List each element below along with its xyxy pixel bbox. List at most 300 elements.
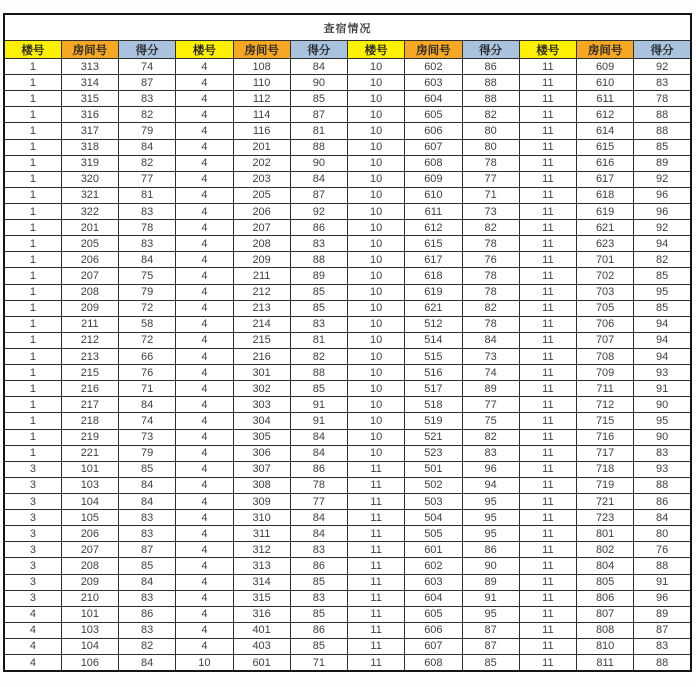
cell-score: 78 — [119, 220, 176, 236]
cell-building: 11 — [519, 574, 576, 590]
cell-score: 81 — [119, 187, 176, 203]
table-row — [4, 574, 691, 590]
cell-room: 320 — [61, 171, 118, 187]
cell-building: 11 — [519, 348, 576, 364]
cell-room: 702 — [577, 268, 634, 284]
cell-score: 82 — [462, 429, 519, 445]
cell-building: 4 — [176, 91, 233, 107]
cell-room: 207 — [233, 220, 290, 236]
cell-score: 84 — [290, 59, 347, 75]
cell-building: 1 — [4, 445, 61, 461]
cell-building: 11 — [519, 429, 576, 445]
cell-room: 709 — [577, 365, 634, 381]
cell-score: 90 — [634, 397, 691, 413]
column-header-room: 房间号 — [233, 41, 290, 59]
column-header-building: 楼号 — [4, 41, 61, 59]
cell-building: 4 — [4, 655, 61, 671]
cell-room: 603 — [405, 574, 462, 590]
cell-building: 10 — [348, 413, 405, 429]
cell-score: 94 — [462, 477, 519, 493]
cell-room: 621 — [577, 220, 634, 236]
cell-building: 11 — [519, 252, 576, 268]
cell-score: 86 — [290, 558, 347, 574]
cell-room: 116 — [233, 123, 290, 139]
cell-room: 101 — [61, 461, 118, 477]
cell-score: 83 — [119, 622, 176, 638]
cell-building: 1 — [4, 203, 61, 219]
cell-room: 104 — [61, 638, 118, 654]
cell-room: 810 — [577, 638, 634, 654]
cell-score: 94 — [634, 332, 691, 348]
cell-building: 10 — [348, 155, 405, 171]
column-header-building: 楼号 — [176, 41, 233, 59]
cell-score: 88 — [462, 75, 519, 91]
cell-building: 3 — [4, 477, 61, 493]
cell-room: 318 — [61, 139, 118, 155]
cell-score: 95 — [462, 606, 519, 622]
cell-score: 83 — [119, 91, 176, 107]
cell-room: 101 — [61, 606, 118, 622]
cell-building: 10 — [348, 252, 405, 268]
cell-score: 75 — [462, 413, 519, 429]
cell-building: 10 — [348, 284, 405, 300]
column-header-room: 房间号 — [61, 41, 118, 59]
cell-score: 94 — [634, 236, 691, 252]
cell-room: 517 — [405, 381, 462, 397]
cell-room: 216 — [233, 348, 290, 364]
cell-score: 89 — [462, 381, 519, 397]
cell-score: 85 — [634, 300, 691, 316]
cell-room: 210 — [61, 590, 118, 606]
cell-score: 87 — [290, 107, 347, 123]
table-header-row — [4, 41, 691, 59]
cell-score: 84 — [290, 445, 347, 461]
cell-score: 92 — [634, 171, 691, 187]
column-header-score: 得分 — [290, 41, 347, 59]
cell-score: 82 — [119, 638, 176, 654]
cell-room: 602 — [405, 59, 462, 75]
cell-score: 86 — [462, 59, 519, 75]
column-header-score: 得分 — [634, 41, 691, 59]
cell-score: 82 — [634, 252, 691, 268]
cell-building: 10 — [348, 445, 405, 461]
table-row — [4, 139, 691, 155]
cell-score: 85 — [462, 655, 519, 671]
cell-building: 11 — [519, 284, 576, 300]
cell-room: 717 — [577, 445, 634, 461]
cell-building: 11 — [519, 542, 576, 558]
cell-room: 103 — [61, 622, 118, 638]
cell-building: 11 — [519, 510, 576, 526]
cell-building: 10 — [348, 429, 405, 445]
cell-building: 4 — [176, 171, 233, 187]
cell-building: 11 — [519, 606, 576, 622]
cell-room: 505 — [405, 526, 462, 542]
column-header-score: 得分 — [462, 41, 519, 59]
cell-room: 618 — [405, 268, 462, 284]
cell-score: 83 — [290, 590, 347, 606]
cell-room: 609 — [405, 171, 462, 187]
column-header-room: 房间号 — [405, 41, 462, 59]
cell-building: 10 — [348, 139, 405, 155]
table-row — [4, 203, 691, 219]
cell-room: 611 — [405, 203, 462, 219]
cell-room: 205 — [61, 236, 118, 252]
table-row — [4, 123, 691, 139]
cell-room: 108 — [233, 59, 290, 75]
cell-building: 10 — [348, 381, 405, 397]
cell-building: 4 — [176, 75, 233, 91]
table-row — [4, 91, 691, 107]
cell-building: 10 — [348, 332, 405, 348]
cell-score: 82 — [462, 107, 519, 123]
cell-score: 71 — [462, 187, 519, 203]
cell-building: 11 — [348, 493, 405, 509]
cell-score: 85 — [119, 558, 176, 574]
cell-building: 3 — [4, 510, 61, 526]
cell-room: 807 — [577, 606, 634, 622]
cell-building: 11 — [348, 590, 405, 606]
cell-score: 74 — [119, 413, 176, 429]
cell-building: 1 — [4, 155, 61, 171]
cell-building: 4 — [176, 429, 233, 445]
cell-building: 4 — [176, 381, 233, 397]
cell-score: 83 — [119, 590, 176, 606]
cell-score: 85 — [290, 574, 347, 590]
cell-room: 221 — [61, 445, 118, 461]
table-row — [4, 332, 691, 348]
cell-room: 603 — [405, 75, 462, 91]
cell-score: 77 — [462, 171, 519, 187]
cell-building: 4 — [176, 526, 233, 542]
cell-score: 91 — [290, 413, 347, 429]
cell-room: 804 — [577, 558, 634, 574]
cell-room: 716 — [577, 429, 634, 445]
cell-building: 4 — [176, 638, 233, 654]
cell-room: 214 — [233, 316, 290, 332]
cell-building: 11 — [519, 558, 576, 574]
cell-score: 73 — [462, 203, 519, 219]
cell-building: 4 — [176, 542, 233, 558]
cell-building: 11 — [519, 655, 576, 671]
cell-building: 11 — [519, 91, 576, 107]
cell-score: 91 — [634, 574, 691, 590]
cell-room: 212 — [233, 284, 290, 300]
cell-score: 88 — [290, 139, 347, 155]
cell-building: 1 — [4, 300, 61, 316]
cell-score: 88 — [290, 252, 347, 268]
cell-score: 93 — [634, 461, 691, 477]
cell-room: 610 — [405, 187, 462, 203]
table-row — [4, 542, 691, 558]
cell-score: 83 — [119, 236, 176, 252]
cell-building: 10 — [348, 171, 405, 187]
cell-room: 315 — [61, 91, 118, 107]
cell-score: 88 — [634, 123, 691, 139]
cell-room: 106 — [61, 655, 118, 671]
cell-building: 4 — [176, 187, 233, 203]
cell-building: 11 — [348, 558, 405, 574]
cell-room: 212 — [61, 332, 118, 348]
cell-score: 92 — [634, 59, 691, 75]
cell-building: 1 — [4, 381, 61, 397]
cell-room: 605 — [405, 107, 462, 123]
cell-score: 88 — [634, 477, 691, 493]
cell-building: 10 — [348, 300, 405, 316]
cell-building: 11 — [348, 606, 405, 622]
cell-building: 3 — [4, 590, 61, 606]
cell-score: 72 — [119, 300, 176, 316]
cell-building: 11 — [348, 638, 405, 654]
cell-room: 721 — [577, 493, 634, 509]
cell-building: 11 — [348, 542, 405, 558]
cell-room: 213 — [61, 348, 118, 364]
cell-building: 4 — [176, 155, 233, 171]
cell-room: 619 — [405, 284, 462, 300]
cell-score: 95 — [462, 493, 519, 509]
cell-room: 201 — [61, 220, 118, 236]
cell-score: 86 — [290, 622, 347, 638]
cell-score: 83 — [462, 445, 519, 461]
cell-score: 78 — [462, 155, 519, 171]
cell-room: 701 — [577, 252, 634, 268]
cell-score: 82 — [119, 155, 176, 171]
cell-room: 317 — [61, 123, 118, 139]
cell-building: 10 — [348, 187, 405, 203]
cell-score: 83 — [119, 526, 176, 542]
cell-room: 321 — [61, 187, 118, 203]
cell-room: 303 — [233, 397, 290, 413]
cell-score: 95 — [634, 413, 691, 429]
cell-building: 11 — [519, 187, 576, 203]
dorm-score-table — [3, 13, 692, 672]
cell-building: 1 — [4, 123, 61, 139]
cell-room: 310 — [233, 510, 290, 526]
cell-score: 80 — [462, 139, 519, 155]
cell-score: 85 — [290, 300, 347, 316]
cell-room: 103 — [61, 477, 118, 493]
cell-score: 91 — [290, 397, 347, 413]
cell-room: 215 — [61, 365, 118, 381]
table-row — [4, 510, 691, 526]
cell-score: 81 — [290, 123, 347, 139]
cell-building: 10 — [348, 203, 405, 219]
cell-score: 83 — [119, 510, 176, 526]
cell-building: 4 — [176, 252, 233, 268]
cell-score: 89 — [290, 268, 347, 284]
cell-room: 306 — [233, 445, 290, 461]
cell-room: 403 — [233, 638, 290, 654]
cell-building: 4 — [4, 606, 61, 622]
cell-score: 84 — [119, 477, 176, 493]
cell-score: 93 — [634, 365, 691, 381]
cell-room: 206 — [233, 203, 290, 219]
cell-building: 1 — [4, 171, 61, 187]
cell-score: 86 — [290, 220, 347, 236]
cell-building: 1 — [4, 220, 61, 236]
cell-building: 11 — [519, 59, 576, 75]
cell-room: 208 — [61, 558, 118, 574]
cell-score: 85 — [290, 91, 347, 107]
cell-building: 10 — [348, 236, 405, 252]
cell-score: 74 — [462, 365, 519, 381]
cell-room: 616 — [577, 155, 634, 171]
cell-room: 703 — [577, 284, 634, 300]
cell-score: 90 — [290, 155, 347, 171]
cell-score: 96 — [634, 203, 691, 219]
cell-room: 619 — [577, 203, 634, 219]
cell-building: 4 — [176, 123, 233, 139]
cell-score: 88 — [462, 91, 519, 107]
cell-room: 715 — [577, 413, 634, 429]
cell-score: 78 — [462, 268, 519, 284]
cell-score: 95 — [462, 510, 519, 526]
cell-room: 114 — [233, 107, 290, 123]
cell-score: 88 — [290, 365, 347, 381]
cell-building: 4 — [176, 284, 233, 300]
cell-room: 607 — [405, 638, 462, 654]
cell-score: 82 — [462, 300, 519, 316]
cell-score: 89 — [462, 574, 519, 590]
cell-score: 84 — [119, 493, 176, 509]
cell-building: 11 — [348, 622, 405, 638]
cell-room: 206 — [61, 526, 118, 542]
cell-building: 11 — [519, 236, 576, 252]
cell-room: 211 — [61, 316, 118, 332]
cell-building: 11 — [519, 220, 576, 236]
cell-score: 85 — [290, 606, 347, 622]
cell-building: 11 — [519, 413, 576, 429]
cell-room: 308 — [233, 477, 290, 493]
table-row — [4, 606, 691, 622]
cell-room: 805 — [577, 574, 634, 590]
cell-room: 523 — [405, 445, 462, 461]
cell-building: 4 — [176, 493, 233, 509]
cell-score: 85 — [290, 638, 347, 654]
cell-score: 78 — [462, 316, 519, 332]
table-row — [4, 348, 691, 364]
cell-building: 10 — [348, 397, 405, 413]
cell-score: 84 — [119, 655, 176, 671]
cell-building: 3 — [4, 526, 61, 542]
cell-room: 501 — [405, 461, 462, 477]
cell-room: 211 — [233, 268, 290, 284]
cell-building: 4 — [4, 638, 61, 654]
cell-score: 85 — [634, 139, 691, 155]
cell-score: 84 — [290, 171, 347, 187]
table-row — [4, 558, 691, 574]
column-header-building: 楼号 — [348, 41, 405, 59]
cell-room: 209 — [61, 574, 118, 590]
cell-room: 304 — [233, 413, 290, 429]
cell-building: 4 — [176, 59, 233, 75]
cell-building: 1 — [4, 268, 61, 284]
cell-room: 719 — [577, 477, 634, 493]
cell-building: 11 — [519, 332, 576, 348]
cell-building: 4 — [176, 413, 233, 429]
cell-room: 205 — [233, 187, 290, 203]
cell-building: 11 — [348, 461, 405, 477]
cell-building: 4 — [176, 236, 233, 252]
cell-room: 313 — [61, 59, 118, 75]
cell-building: 11 — [519, 461, 576, 477]
cell-building: 11 — [519, 445, 576, 461]
cell-room: 608 — [405, 155, 462, 171]
cell-building: 3 — [4, 574, 61, 590]
table-row — [4, 461, 691, 477]
cell-building: 11 — [519, 139, 576, 155]
cell-score: 82 — [462, 220, 519, 236]
cell-score: 81 — [290, 332, 347, 348]
cell-building: 4 — [4, 622, 61, 638]
table-row — [4, 316, 691, 332]
cell-room: 202 — [233, 155, 290, 171]
cell-building: 1 — [4, 91, 61, 107]
cell-building: 1 — [4, 365, 61, 381]
cell-room: 216 — [61, 381, 118, 397]
cell-score: 92 — [634, 220, 691, 236]
cell-room: 706 — [577, 316, 634, 332]
cell-score: 78 — [290, 477, 347, 493]
cell-score: 71 — [119, 381, 176, 397]
cell-building: 1 — [4, 284, 61, 300]
cell-room: 808 — [577, 622, 634, 638]
cell-room: 708 — [577, 348, 634, 364]
cell-score: 79 — [119, 445, 176, 461]
cell-room: 607 — [405, 139, 462, 155]
cell-room: 707 — [577, 332, 634, 348]
cell-room: 518 — [405, 397, 462, 413]
cell-score: 84 — [634, 510, 691, 526]
cell-room: 604 — [405, 91, 462, 107]
cell-score: 83 — [290, 316, 347, 332]
cell-building: 1 — [4, 139, 61, 155]
cell-score: 78 — [634, 91, 691, 107]
cell-room: 705 — [577, 300, 634, 316]
cell-room: 612 — [577, 107, 634, 123]
cell-room: 311 — [233, 526, 290, 542]
cell-score: 74 — [119, 59, 176, 75]
cell-building: 1 — [4, 59, 61, 75]
cell-room: 504 — [405, 510, 462, 526]
cell-building: 4 — [176, 477, 233, 493]
cell-score: 85 — [634, 268, 691, 284]
cell-room: 614 — [577, 123, 634, 139]
cell-building: 11 — [519, 477, 576, 493]
cell-score: 92 — [290, 203, 347, 219]
cell-building: 1 — [4, 107, 61, 123]
cell-building: 4 — [176, 203, 233, 219]
cell-building: 1 — [4, 187, 61, 203]
cell-room: 213 — [233, 300, 290, 316]
cell-score: 96 — [462, 461, 519, 477]
cell-room: 206 — [61, 252, 118, 268]
cell-score: 79 — [119, 284, 176, 300]
cell-score: 83 — [290, 542, 347, 558]
table-row — [4, 622, 691, 638]
cell-room: 208 — [233, 236, 290, 252]
cell-building: 11 — [519, 381, 576, 397]
cell-room: 601 — [405, 542, 462, 558]
cell-score: 85 — [290, 381, 347, 397]
cell-room: 314 — [61, 75, 118, 91]
cell-building: 11 — [519, 397, 576, 413]
cell-score: 84 — [462, 332, 519, 348]
cell-score: 73 — [462, 348, 519, 364]
table-row — [4, 638, 691, 654]
cell-building: 10 — [176, 655, 233, 671]
cell-score: 83 — [119, 203, 176, 219]
